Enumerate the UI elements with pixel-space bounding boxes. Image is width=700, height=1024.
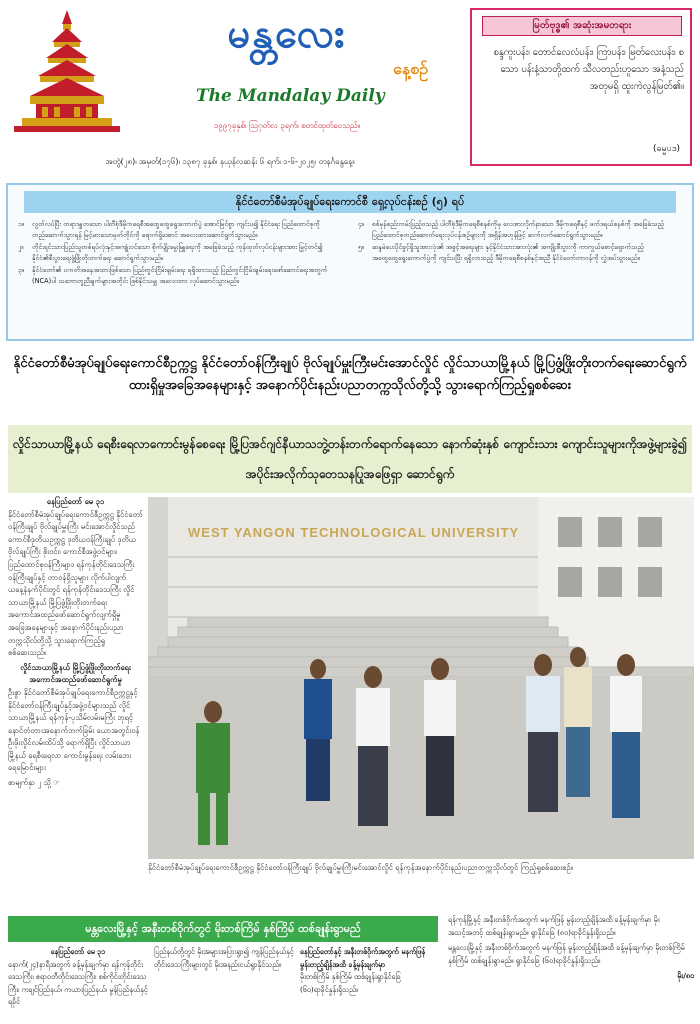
university-sign: WEST YANGON TECHNOLOGICAL UNIVERSITY bbox=[188, 525, 520, 540]
policy-item bbox=[18, 242, 350, 263]
article-subheading: လှိုင်သာယာမြို့နယ် မြို့ပြဖွံ့ဖြိုးတိုးတက်ရေး အကောင်အထည်ဖော်ဆောင်ရွက်မှု bbox=[20, 662, 131, 685]
continued-link[interactable]: စာမျက်နှာ ၂ သို့ ☞ bbox=[8, 778, 60, 788]
teaching-text: စန္ဒကူးပန်း၊ တောင်လေလံပန်း၊ ကြာပန်း၊ မြတ်လေးပန်း၊ စသော ပန်းနံ့သာတို့ထက် သီလတည်းဟူသော အနံ့သည် အတုမရှိ ထူးကဲလွန်မြတ်၏။ bbox=[493, 47, 684, 92]
policy-item-text: လွတ်လပ်ပြီး တရားမျှတသော ပါတီစုံဒီမိုကရေစီအထွေထွေရွေးကောက်ပွဲ အောင်မြင်စွာ ကျင်းပ၍ နိုင်ငံရေး ပြည်ထောင်စုကိုတည်ဆောက်သွားရန် မြင့်မားသောမှတ်တိုင်ကို ရောက်ရှိအောင် အလေးထားဆောင်ရွက်သွားမည်။ bbox=[32, 220, 320, 239]
policy-title: နိုင်ငံတော်စီမံအုပ်ချုပ်ရေးကောင်စီ ရှေ့လုပ်ငန်းစဉ် (၅) ရပ် bbox=[24, 191, 676, 213]
weather-paragraph: ပြည်နယ်တို့တွင် မိုးအများအပြားရွာ၍ ကျန်ပြည်နယ်နှင့် တိုင်းဒေသကြီးများတွင် မိုးအနည်းငယ်ရွာနိုင်သည်။ bbox=[154, 947, 294, 969]
weather-column bbox=[154, 946, 294, 971]
main-headline: နိုင်ငံတော်စီမံအုပ်ချုပ်ရေးကောင်စီဥက္ကဋ္ဌ နိုင်ငံတော်ဝန်ကြီးချုပ် ဗိုလ်ချုပ်မှူးကြီးမင်းအောင်လှိုင် လှိုင်သာယာမြို့နယ် မြို့ပြဖွံ့ဖြိုးတိုးတက်ရေးဆောင်ရွက်ထားရှိမှုအခြေအနေများနှင့် အနောက်ပိုင်းနည်းပညာတက္ကသိုလ်တို့သို့ သွားရောက်ကြည့်ရှုစစ်ဆေး bbox=[13, 356, 687, 393]
policy-item-number: ၃။ bbox=[18, 266, 24, 274]
policy-item-text: စစ်မှန်စည်းကမ်းပြည့်ဝသည့် ပါတီစုံဒီမိုကရေစီစနစ်ကိုမှ လေးစားလိုက်နာသော ဒီမိုကရေစီနှင့် ဖက်ဒရယ်စနစ်ကို အခြေခံသည့် ပြည်ထောင်စုတည်ဆောက်ရေးလုပ်ငန်းစဉ်များကို အရှိန်အဟုန်ဖြင့် ဆက်လက်ဆောင်ရွက်သွားမည်။ bbox=[372, 220, 664, 239]
teaching-title: မြတ်ဗုဒ္ဓ၏ အဆုံးအမတရား bbox=[482, 16, 682, 36]
policy-column-right bbox=[358, 219, 690, 265]
weather-paragraph: နောက်(၂၄)နာရီအတွက် ခန့်မှန်းချက်မှာ ရန်ကုန်တိုင်းဒေသကြီး၊ ဧရာဝတီတိုင်းဒေသကြီး၊ စစ်ကိုင်းတိုင်းဒေသကြီး၊ ကချင်ပြည်နယ်၊ ကယားပြည်နယ်၊ မွန်ပြည်နယ်နှင့် ရခိုင် bbox=[8, 959, 148, 1006]
weather-lead: နေပြည်တော်နှင့် အနီးတစ်ဝိုက်အတွက် မနက်ဖြန် မွန်းတည့်ချိန်အထိ ခန့်မှန်းချက်မှာ bbox=[300, 947, 426, 969]
newspaper-title bbox=[128, 4, 446, 172]
masthead bbox=[0, 0, 700, 178]
article-dateline: နေပြည်တော် မေ ၃၁ bbox=[46, 497, 105, 506]
teaching-source: (ဓမ္မပဒ) bbox=[652, 144, 680, 154]
policy-item bbox=[18, 219, 350, 240]
policy-column-left bbox=[18, 219, 350, 288]
photo-caption: နိုင်ငံတော်စီမံအုပ်ချုပ်ရေးကောင်စီဥက္ကဋ္ဌ နိုင်ငံတော်ဝန်ကြီးချုပ် ဗိုလ်ချုပ်မှူးကြီးမင်းအောင်လှိုင် ရန်ကုန်အနောက်ပိုင်းနည်းပညာတက္ကသိုလ်တွင် ကြည့်ရှုစစ်ဆေးစဉ်။ bbox=[148, 863, 573, 872]
weather-reference: မိုး/၈၀ bbox=[677, 971, 694, 980]
founded-line: ၁၉၉၇ခုနှစ်၊ ဩဂုတ်လ ၃ရက်၊ စတင်ထုတ်ဝေသည်။ bbox=[213, 121, 361, 130]
policy-item-number: ၄။ bbox=[358, 220, 364, 228]
policy-item bbox=[358, 242, 690, 263]
policy-item-text: ဆန္ဒမဲပေးပိုင်ခွင့်ရှိသူအားလုံး၏ အခွင့်အရေးများ နှင့်နိုင်ငံသားအားလုံး၏ အကျိုးစီးပွားကို ကာကွယ်စောင့်ရှောက်သည့် အထွေထွေရွေးကောက်ပွဲကို ကျင်းပပြီး ရရှိလာသည့် ဒီမိုကရေစီစနစ်နှင့်အညီ နိုင်ငံတော်တာဝန်ကို လွှဲအပ်သွားမည်။ bbox=[372, 243, 644, 262]
policy-item-number: ၁။ bbox=[18, 220, 24, 228]
article-column bbox=[8, 496, 143, 790]
university-scene-illustration bbox=[148, 497, 694, 859]
policy-box bbox=[6, 183, 694, 341]
title-english: The Mandalay Daily bbox=[196, 86, 385, 106]
article-paragraph: ဦးစွာ နိုင်ငံတော်စီမံအုပ်ချုပ်ရေးကောင်စီဥက္ကဋ္ဌနှင့် နိုင်ငံတော်ဝန်ကြီးချုပ်နှင့်အဖွဲ့ဝင်များသည် လှိုင်သာယာမြို့နယ် ရန်ကုန်-ပုသိမ်လမ်းမကြီး ဘုရင့်နောင်တံတားအနောက်ဘက်ခြမ်း ယောအတွင်းဝန်ဦးဖိုးလှိုင်လမ်းထိပ်သို့ ရောက်ရှိပြီး လှိုင်သာယာမြို့နယ် ရေစီးရေလာ ကောင်းမွန်ရေး လမ်းဘေးရေမြောင်းများ bbox=[8, 687, 140, 773]
policy-item bbox=[18, 265, 350, 286]
buddha-teaching-box bbox=[470, 8, 692, 166]
weather-column bbox=[448, 914, 694, 983]
weather-column bbox=[8, 946, 148, 1009]
palace-logo bbox=[8, 6, 126, 134]
sub-headline: လှိုင်သာယာမြို့နယ် ရေစီးရေလာကောင်းမွန်စေရေး မြို့ပြအင်ဂျင်နီယာသဘွဲ့တန်းတက်ရောက်နေသော နောက်ဆုံးနှစ် ကျောင်းသား ကျောင်းသူများကိုအဖွဲ့များခွဲ၍ အပိုင်းအလိုက်သုတေသနပြုအဖြေရှာ ဆောင်ရွက် bbox=[8, 425, 692, 493]
title-myanmar: မန္တလေး bbox=[227, 11, 347, 57]
policy-item-number: ၅။ bbox=[358, 243, 364, 251]
news-photo bbox=[148, 497, 694, 859]
weather-column bbox=[300, 946, 440, 996]
weather-paragraph: မန္တလေးမြို့နှင့် အနီးတစ်ဝိုက်အတွက် မနက်ဖြန် မွန်းတည့်ချိန်အထိ ခန့်မှန်းချက်မှာ မိုးတစ်ကြိမ် နှစ်ကြိမ် ထစ်ချုန်းရွာမည်။ ရွာနိုင်ခြေ (၆၀)ရာခိုင်နှုန်းရှိသည်။ bbox=[448, 943, 685, 965]
policy-item-text: တိုင်းရင်းသားပြည်သူတစ်ရပ်လုံးနှင့်အကျုံးဝင်သော စိုက်ပျိုးမွေးမြူရေးကို အခြေခံသည့် ကုန်ထုတ်လုပ်ငန်းများအား မြှင့်တင်၍ နိုင်ငံ၏စီးပွားရေးဖွံ့ဖြိုးတိုးတက်ရေး ဆောင်ရွက်သွားမည်။ bbox=[32, 243, 323, 262]
weather-dateline: နေပြည်တော် မေ ၃၁ bbox=[50, 947, 106, 956]
weather-paragraph: မိုးတစ်ကြိမ် နှစ်ကြိမ် ထစ်ချုန်းရွာနိုင်ခြေ (၆၀)ရာခိုင်နှုန်းရှိသည်။ bbox=[300, 972, 401, 994]
weather-headline: မန္တလေးမြို့နှင့် အနီးတစ်ဝိုက်တွင် မိုးတစ်ကြိမ် နှစ်ကြိမ် ထစ်ချုန်းရွာမည် bbox=[8, 916, 438, 942]
weather-paragraph: ရန်ကုန်မြို့နှင့် အနီးတစ်ဝိုက်အတွက် မနက်ဖြန် မွန်းတည့်ချိန်အထိ ခန့်မှန်းချက်မှာ မိုးအသင့်အတင့် ထစ်ချုန်းရွာမည်။ ရွာနိုင်ခြေ (၈၀)ရာခိုင်နှုန်းရှိသည်။ bbox=[448, 915, 660, 937]
policy-item-number: ၂။ bbox=[18, 243, 24, 251]
issue-line: အတွဲ(၂၈)၊ အမှတ်(၁၇၆)၊ ၁၃၈၇ ခုနှစ်၊ နယုန်လဆန်း ၆ ရက်၊ ၁-၆-၂၀၂၅၊ တနင်္ဂနွေနေ့။ bbox=[105, 157, 355, 166]
policy-item bbox=[358, 219, 690, 240]
policy-item-text: နိုင်ငံတော်၏ ပကတိအနေအထားဖြစ်သော ပြည်တွင်းငြိမ်းချမ်းရေး ရရှိထားသည့် ပြည်တွင်းငြိမ်းချမ်းရေးဖော်ဆောင်ရေးအတွက် (NCA)ပါ သဘောတူညီချက်များအတိုင်း ဖြစ်နိုင်သမျှ အလေးထား လုပ်ဆောင်သွားမည်။ bbox=[32, 266, 328, 285]
title-suffix: နေ့စဉ် bbox=[393, 59, 428, 78]
article-paragraph: နိုင်ငံတော်စီမံအုပ်ချုပ်ရေးကောင်စီဥက္ကဋ္ဌ နိုင်ငံတော်ဝန်ကြီးချုပ် ဗိုလ်ချုပ်မှူးကြီး မင်းအောင်လှိုင်သည် ကောင်စီဒုတိယဥက္ကဋ္ဌ ဒုတိယဝန်ကြီးချုပ် ဒုတိယဗိုလ်ချုပ်ကြီး စိုးဝင်း၊ ကောင်စီအဖွဲ့ဝင်များ၊ ပြည်ထောင်စုဝန်ကြီးများ၊ ရန်ကုန်တိုင်းဒေသကြီးဝန်ကြီးချုပ်နှင့် တာဝန်ရှိသူများ လိုက်ပါလျက် ယနေ့နံနက်ပိုင်းတွင် ရန်ကုန်တိုင်းဒေသကြီး လှိုင်သာယာမြို့နယ် မြို့ပြဖွံ့ဖြိုးတိုးတက်ရေး အကောင်အထည်ဖော်ဆောင်ရွက်လျက်ရှိမှုအခြေအနေများနှင့် အနောက်ပိုင်းနည်းပညာတက္ကသိုလ်တို့သို့ သွားရောက်ကြည့်ရှုစစ်ဆေးသည်။ bbox=[8, 509, 143, 658]
